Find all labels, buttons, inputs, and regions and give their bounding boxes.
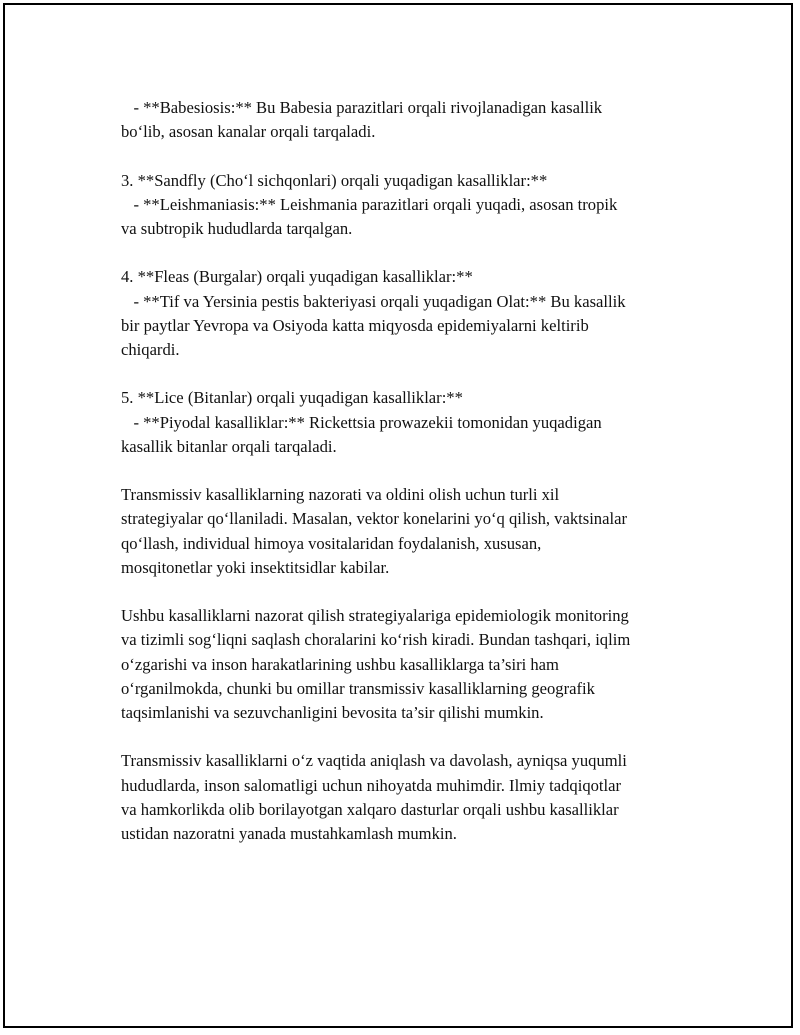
paragraph-gap: [121, 580, 701, 604]
paragraph-conclusion: Transmissiv kasalliklarni o‘z vaqtida aniqlash va davolash, ayniqsa yuqumli hududlarda, inson salomatligi uchun nihoyatda muhimdir. Ilmiy tadqiqotlar va hamkorlikda olib borilayotgan xalqaro dasturlar orqali ushbu kasalliklar ustidan nazoratni yanada mustahkamlash mumkin.: [121, 751, 627, 843]
paragraph-gap: [121, 144, 701, 168]
paragraph-lice: 5. **Lice (Bitanlar) orqali yuqadigan kasalliklar:** - **Piyodal kasalliklar:** Rickettsia prowazekii tomonidan yuqadigan kasallik bitanlar orqali tarqaladi.: [121, 388, 602, 456]
paragraph-monitoring: Ushbu kasalliklarni nazorat qilish strategiyalariga epidemiologik monitoring va tizimli sog‘liqni saqlash choralarini ko‘rish kiradi. Bundan tashqari, iqlim o‘zgarishi va inson harakatlarining ushbu kasalliklarga ta’siri ham o‘rganilmokda, chunki bu omillar transmissiv kasalliklarning geografik taqsimlanishi va sezuvchanligini bevosita ta’sir qilishi mumkin.: [121, 606, 631, 722]
paragraph-gap: [121, 241, 701, 265]
paragraph-control-strategies: Transmissiv kasalliklarning nazorati va oldini olish uchun turli xil strategiyalar qo‘llaniladi. Masalan, vektor konelarini yo‘q qilish, vaktsinalar qo‘llash, individual himoya vositalaridan foydalanish, xususan, mosqitonetlar yoki insektitsidlar kabilar.: [121, 485, 627, 577]
paragraph-gap: [121, 459, 701, 483]
paragraph-babesiosis: - **Babesiosis:** Bu Babesia parazitlari orqali rivojlanadigan kasallik bo‘lib, asosan kanalar orqali tarqaladi.: [121, 98, 603, 142]
paragraph-gap: [121, 362, 701, 386]
paragraph-gap: [121, 725, 701, 749]
paragraph-sandfly: 3. **Sandfly (Cho‘l sichqonlari) orqali yuqadigan kasalliklar:** - **Leishmaniasis:** Leishmania parazitlari orqali yuqadi, asosan tropik va subtropik hududlarda tarqalgan.: [121, 170, 618, 238]
document-body: [121, 96, 701, 846]
document-page: [3, 3, 793, 1028]
paragraph-fleas: 4. **Fleas (Burgalar) orqali yuqadigan kasalliklar:** - **Tif va Yersinia pestis bakteriyasi orqali yuqadigan Olat:** Bu kasallik bir paytlar Yevropa va Osiyoda katta miqyosda epidemiyalarni keltirib chiqardi.: [121, 267, 626, 359]
